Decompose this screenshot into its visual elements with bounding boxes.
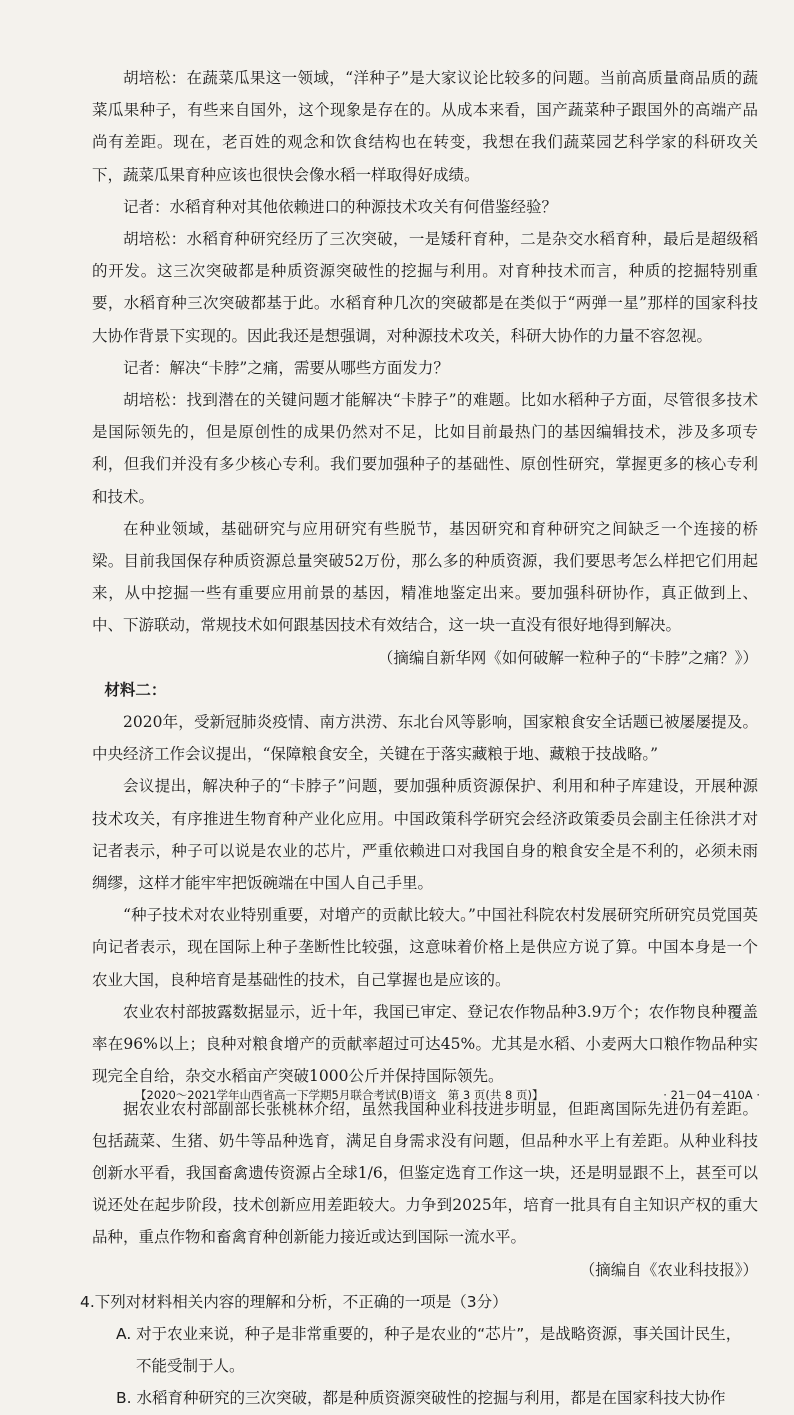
source-citation: （摘编自《农业科技报》） <box>579 1260 758 1279</box>
paragraph: 记者：水稻育种对其他依赖进口的种源技术攻关有何借鉴经验？ <box>123 197 558 216</box>
footer-exam-info: 【2020～2021学年山西省高一下学期5月联合考试(B)语文 第 3 页(共 8 页)】 <box>135 1088 544 1102</box>
paragraph: 记者：解决“卡脖”之痛，需要从哪些方面发力？ <box>123 358 449 377</box>
footer-code: · 21－04－410A · <box>663 1088 760 1102</box>
option-a <box>92 1318 758 1382</box>
paragraph: 胡培松：水稻育种研究经历了三次突破，一是矮秆育种，二是杂交水稻育种，最后是超级稻的开发。这三次突破都是种质资源突破性的挖掘与利用。对育种技术而言，种质的挖掘特别重要，水稻育种三次突破都基于此。水稻育种几次的突破都是在类似于“两弹一星”那样的国家科技大协作背景下实现的。因此我还是想强调，对种源技术攻关，科研大协作的力量不容忽视。 <box>92 230 758 345</box>
option-a-line2: 不能受制于人。 <box>136 1357 245 1376</box>
question-stem: 4.下列对材料相关内容的理解和分析，不正确的一项是（3分） <box>80 1292 508 1311</box>
paragraph: 会议提出，解决种子的“卡脖子”问题，要加强种质资源保护、利用和种子库建设，开展种源技术攻关，有序推进生物育种产业化应用。中国政策科学研究会经济政策委员会副主任徐洪才对记者表示，种子可以说是农业的芯片，严重依赖进口对我国自身的粮食安全是不利的，必须未雨绸缪，这样才能牢牢把饭碗端在中国人自己手里。 <box>92 777 758 893</box>
page-footer <box>135 1087 760 1103</box>
paragraph: 2020年，受新冠肺炎疫情、南方洪涝、东北台风等影响，国家粮食安全话题已被屡屡提及。中央经济工作会议提出，“保障粮食安全，关键在于落实藏粮于地、藏粮于技战略。” <box>92 713 758 764</box>
paragraph: 在种业领域，基础研究与应用研究有些脱节，基因研究和育种研究之间缺乏一个连接的桥梁。目前我国保存种质资源总量突破52万份，那么多的种质资源，我们要思考怎么样把它们用起来，从中挖掘一些有重要应用前景的基因，精准地鉴定出来。要加强科研协作，真正做到上、中、下游联动，常规技术如何跟基因技术有效结合，这一块一直没有很好地得到解决。 <box>92 519 758 635</box>
paragraph: “种子技术对农业特别重要，对增产的贡献比较大。”中国社科院农村发展研究所研究员党国英向记者表示，现在国际上种子垄断性比较强，这意味着价格上是供应方说了算。中国本身是一个农业大国，良种培育是基础性的技术，自己掌握也是应该的。 <box>92 906 758 989</box>
option-a-line1: A. 对于农业来说，种子是非常重要的，种子是农业的“芯片”，是战略资源，事关国计民生， <box>116 1324 742 1343</box>
paragraph: 农业农村部披露数据显示，近十年，我国已审定、登记农作物品种3.9万个；农作物良种覆盖率在96%以上；良种对粮食增产的贡献率超过可达45%。尤其是水稻、小麦两大口粮作物品种实现完全自给，杂交水稻亩产突破1000公斤并保持国际领先。 <box>92 1002 758 1086</box>
material-heading: 材料二： <box>104 680 167 699</box>
paragraph: 据农业农村部副部长张桃林介绍，虽然我国种业科技进步明显，但距离国际先进仍有差距。包括蔬菜、生猪、奶牛等品种选育，满足自身需求没有问题，但品种水平上有差距。从种业科技创新水平看，我国畜禽遗传资源占全球1/6，但鉴定选育工作这一块，还是明显跟不上，甚至可以说还处在起步阶段，技术创新应用差距较大。力争到2025年，培育一批具有自主知识产权的重大品种，重点作物和畜禽育种创新能力接近或达到国际一流水平。 <box>92 1099 758 1247</box>
option-b: B. 水稻育种研究的三次突破，都是种质资源突破性的挖掘与利用，都是在国家科技大协作 <box>116 1389 726 1408</box>
source-citation: （摘编自新华网《如何破解一粒种子的“卡脖”之痛？》） <box>377 648 758 667</box>
page-content <box>80 62 758 1415</box>
paragraph: 胡培松：找到潜在的关键问题才能解决“卡脖子”的难题。比如水稻种子方面，尽管很多技术是国际领先的，但是原创性的成果仍然对不足，比如目前最热门的基因编辑技术，涉及多项专利，但我们并没有多少核心专利。我们要加强种子的基础性、原创性研究，掌握更多的核心专利和技术。 <box>92 391 758 506</box>
paragraph: 胡培松：在蔬菜瓜果这一领域，“洋种子”是大家议论比较多的问题。当前高质量商品质的蔬菜瓜果种子，有些来自国外，这个现象是存在的。从成本来看，国产蔬菜种子跟国外的高端产品尚有差距。现在，老百姓的观念和饮食结构也在转变，我想在我们蔬菜园艺科学家的科研攻关下，蔬菜瓜果育种应该也很快会像水稻一样取得好成绩。 <box>92 69 758 184</box>
